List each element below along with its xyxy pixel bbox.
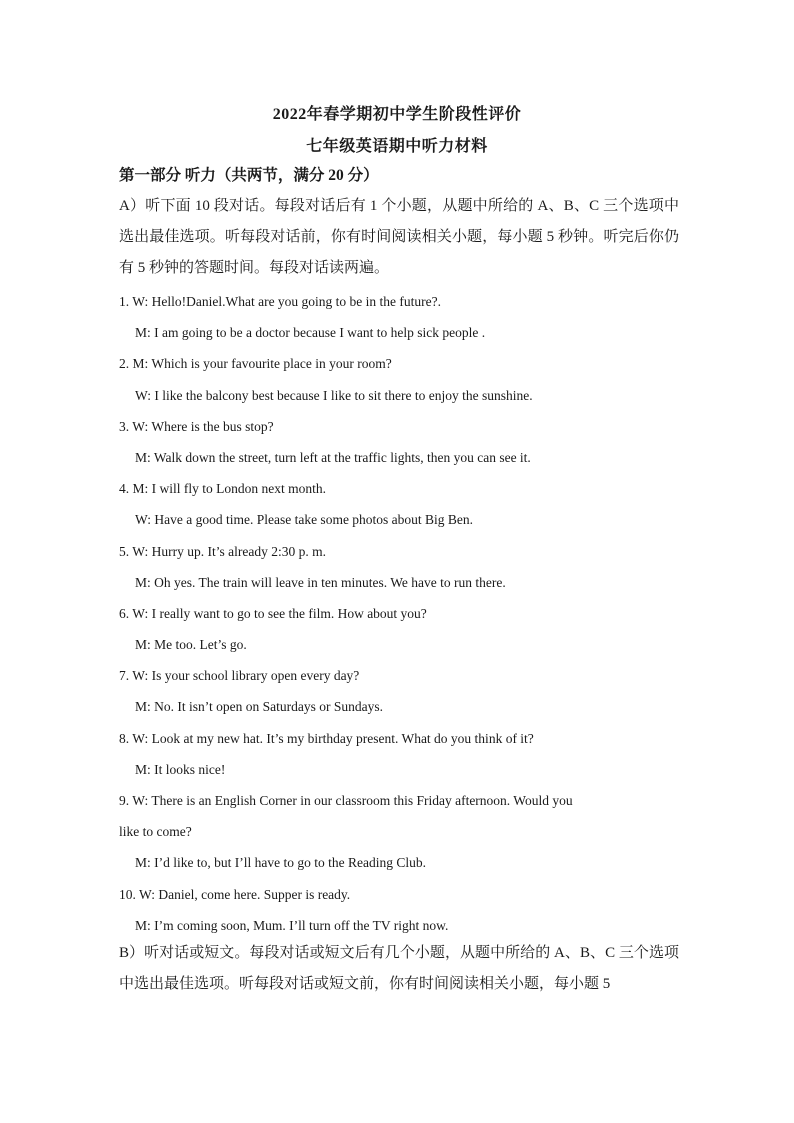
dialogue-line-10: 10. W: Daniel, come here. Supper is ready. [119,886,351,902]
dialogue-line-1: 1. W: Hello!Daniel.What are you going to be in the future?. [119,294,442,309]
dialogue-reply-5: M: Oh yes. The train will leave in ten minutes. We have to run there. [135,574,506,590]
dialogue-item [119,411,679,473]
dialogue-line-4: 4. M: I will fly to London next month. [119,481,326,497]
dialogue-item [119,536,679,598]
dialogue-line-6: 6. W: I really want to go to see the film. How about you? [119,605,427,621]
dialogue-line-9: 9. W: There is an English Corner in our classroom this Friday afternoon. Would you [119,793,573,808]
dialogue-line-3: 3. W: Where is the bus stop? [119,418,274,434]
dialogue-line-7: 7. W: Is your school library open every day? [119,668,360,684]
section-heading: 第一部分 听力（共两节，满分 20 分） [119,167,379,184]
document-subtitle: 七年级英语期中听力材料 [306,138,488,155]
dialogue-list [119,286,679,941]
dialogue-reply-10: M: I’m coming soon, Mum. I’ll turn off the TV right now. [135,917,449,933]
dialogue-reply-8: M: It looks nice! [135,761,226,777]
dialogue-reply-4: W: Have a good time. Please take some photos about Big Ben. [135,512,474,528]
dialogue-line-5: 5. W: Hurry up. It’s already 2:30 p. m. [119,543,326,559]
dialogue-item [119,473,679,535]
dialogue-item [119,785,679,879]
dialogue-line-9-continued: like to come? [119,824,192,840]
dialogue-item [119,879,679,941]
dialogue-item [119,723,679,785]
part-b-instructions: B）听对话或短文。每段对话或短文后有几个小题，从题中所给的 A、B、C 三个选项中选出最佳选项。听每段对话或短文前，你有时间阅读相关小题，每小题 5 [119,945,679,992]
dialogue-item [119,598,679,660]
part-a-instructions: A）听下面 10 段对话。每段对话后有 1 个小题，从题中所给的 A、B、C 三个选项中选出最佳选项。听每段对话前，你有时间阅读相关小题，每小题 5 秒钟。听完后你仍有 5 秒钟的答题时间。每段对话读两遍。 [119,198,679,276]
dialogue-reply-1: M: I am going to be a doctor because I want to help sick people . [135,325,486,341]
dialogue-item [119,348,679,410]
dialogue-reply-9: M: I’d like to, but I’ll have to go to the Reading Club. [135,855,426,871]
dialogue-reply-3: M: Walk down the street, turn left at the traffic lights, then you can see it. [135,449,531,465]
dialogue-reply-2: W: I like the balcony best because I like to sit there to enjoy the sunshine. [135,387,533,403]
dialogue-reply-6: M: Me too. Let’s go. [135,637,247,653]
dialogue-reply-7: M: No. It isn’t open on Saturdays or Sundays. [135,699,383,715]
dialogue-item [119,660,679,722]
dialogue-line-2: 2. M: Which is your favourite place in your room? [119,356,392,372]
document-title: 2022年春学期初中学生阶段性评价 [272,106,522,123]
dialogue-line-8: 8. W: Look at my new hat. It’s my birthday present. What do you think of it? [119,730,534,746]
dialogue-item [119,286,679,348]
